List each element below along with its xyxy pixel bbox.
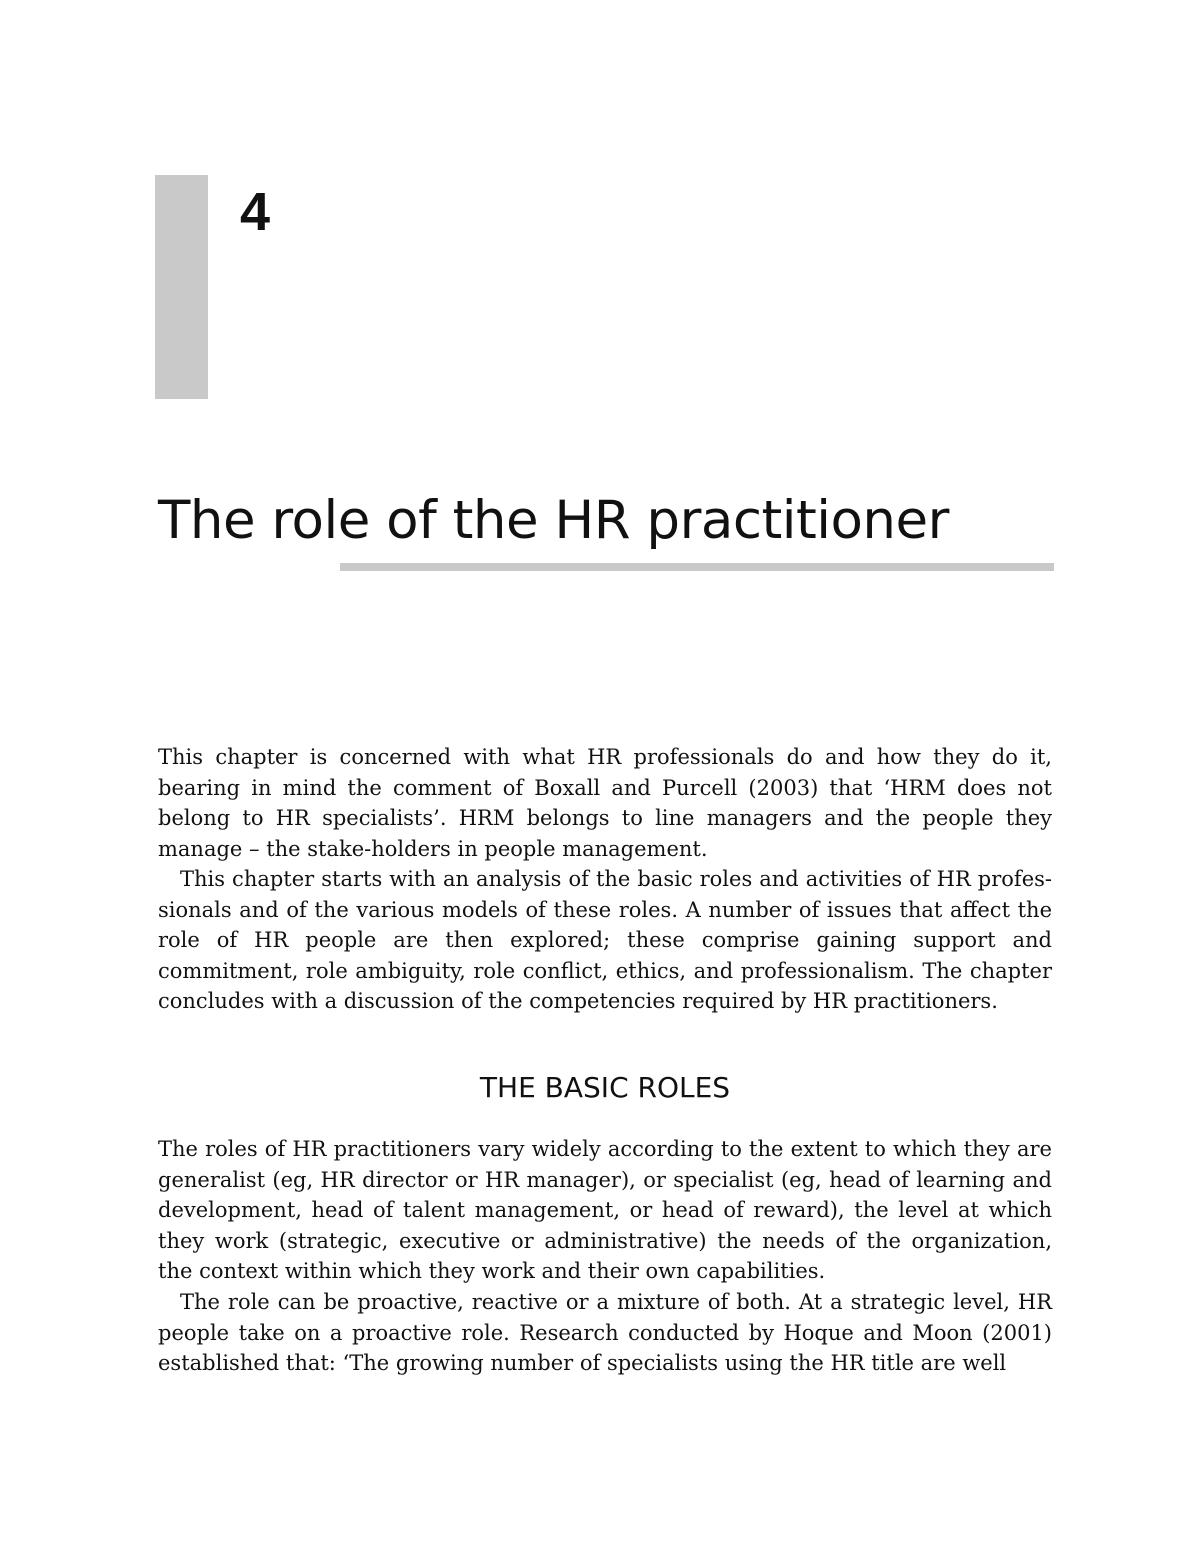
intro-paragraph-2: This chapter starts with an analysis of the basic roles and activities of HR profes-sionals and of the various models of these roles. A number of issues that affect the role of HR people are then explored; these comprise gaining support and commitment, role ambiguity, role conflict, ethics, and professionalism. The chapter concludes with a discussion of the competencies required by HR practitioners. bbox=[158, 867, 1052, 1014]
section-paragraph-2: The role can be proactive, reactive or a mixture of both. At a strategic level, HR people take on a proactive role. Research conducted by Hoque and Moon (2001) established that: ‘The growing number of specialists using the HR title are well bbox=[158, 1290, 1052, 1376]
chapter-title: The role of the HR practitioner bbox=[158, 490, 949, 551]
chapter-number: 4 bbox=[240, 182, 271, 242]
section-heading: THE BASIC ROLES bbox=[479, 1071, 731, 1104]
title-underline-rule bbox=[340, 563, 1054, 571]
section-paragraph-1: The roles of HR practitioners vary widely according to the extent to which they are generalist (eg, HR director or HR manager), or specialist (eg, head of learning and development, head of talent management, or head of reward), the level at which they work (strategic, executive or administrative) the needs of the organization, the context within which they work and their own capabilities. bbox=[158, 1137, 1052, 1284]
intro-paragraph-1: This chapter is concerned with what HR professionals do and how they do it, bearing in mind the comment of Boxall and Purcell (2003) that ‘HRM does not belong to HR specialists’. HRM belongs to line managers and the people they manage – the stake-holders in people management. bbox=[158, 745, 1052, 861]
chapter-accent-bar bbox=[155, 175, 208, 399]
